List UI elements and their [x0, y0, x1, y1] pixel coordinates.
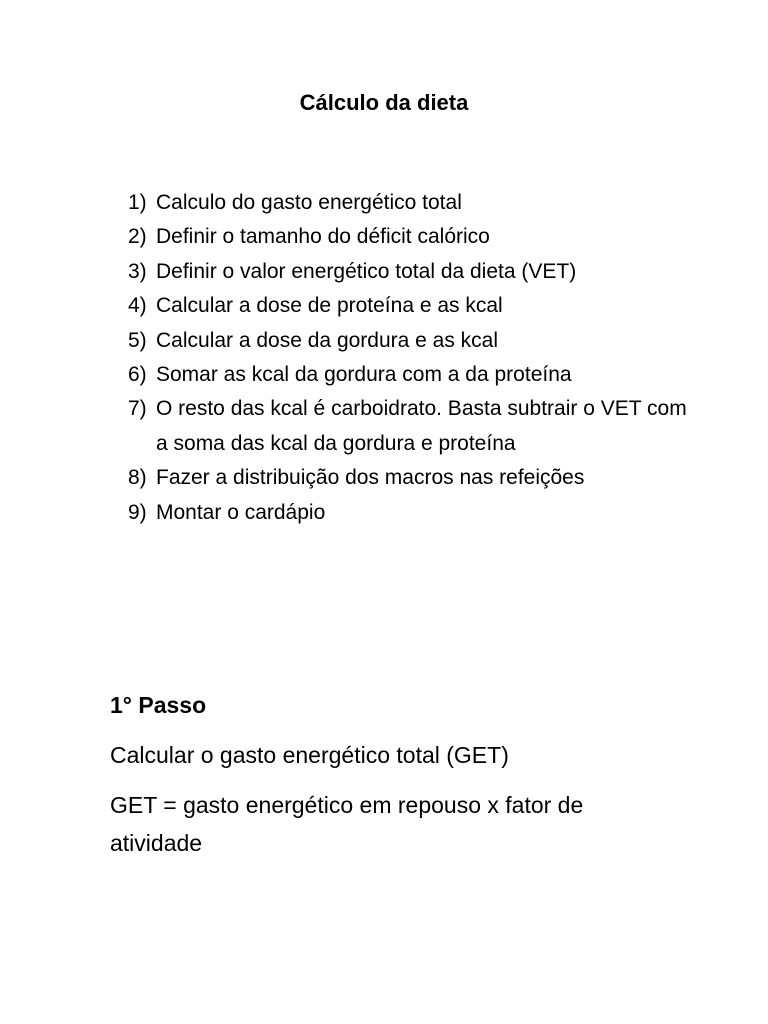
- list-item: [128, 496, 688, 530]
- step-text: Definir o tamanho do déficit calórico: [156, 225, 490, 249]
- section-paragraph: Calcular o gasto energético total (GET): [110, 742, 509, 768]
- list-item: [128, 289, 688, 323]
- step-text: Calculo do gasto energético total: [156, 191, 462, 214]
- step-number: 8): [128, 466, 147, 490]
- step-number: 2): [128, 225, 147, 249]
- step-text: Calcular a dose da gordura e as kcal: [156, 328, 499, 352]
- list-item: [128, 220, 688, 254]
- section-paragraph: GET = gasto energético em repouso x fator de atividade: [110, 792, 584, 856]
- page-title: Cálculo da dieta: [299, 90, 469, 115]
- list-item: [128, 324, 688, 358]
- step-number: 1): [128, 191, 147, 214]
- steps-list: [128, 186, 688, 530]
- step-text: O resto das kcal é carboidrato. Basta subtrair o VET com a soma das kcal da gordura e proteína: [156, 397, 687, 455]
- list-item: [128, 358, 688, 392]
- step-text: Somar as kcal da gordura com a da proteína: [156, 363, 572, 387]
- step-number: 9): [128, 500, 147, 524]
- list-item: [128, 461, 688, 495]
- step-number: 7): [128, 397, 147, 421]
- step-text: Calcular a dose de proteína e as kcal: [156, 294, 503, 318]
- step-text: Montar o cardápio: [156, 500, 326, 524]
- step-number: 5): [128, 328, 147, 352]
- step-number: 3): [128, 259, 147, 283]
- section-heading: 1° Passo: [110, 692, 207, 718]
- step-text: Definir o valor energético total da dieta (VET): [156, 259, 577, 283]
- list-item: [128, 392, 688, 461]
- list-item: [128, 255, 688, 289]
- step-number: 6): [128, 363, 147, 387]
- step-text: Fazer a distribuição dos macros nas refeições: [156, 466, 585, 490]
- step-number: 4): [128, 294, 147, 318]
- list-item: [128, 186, 688, 220]
